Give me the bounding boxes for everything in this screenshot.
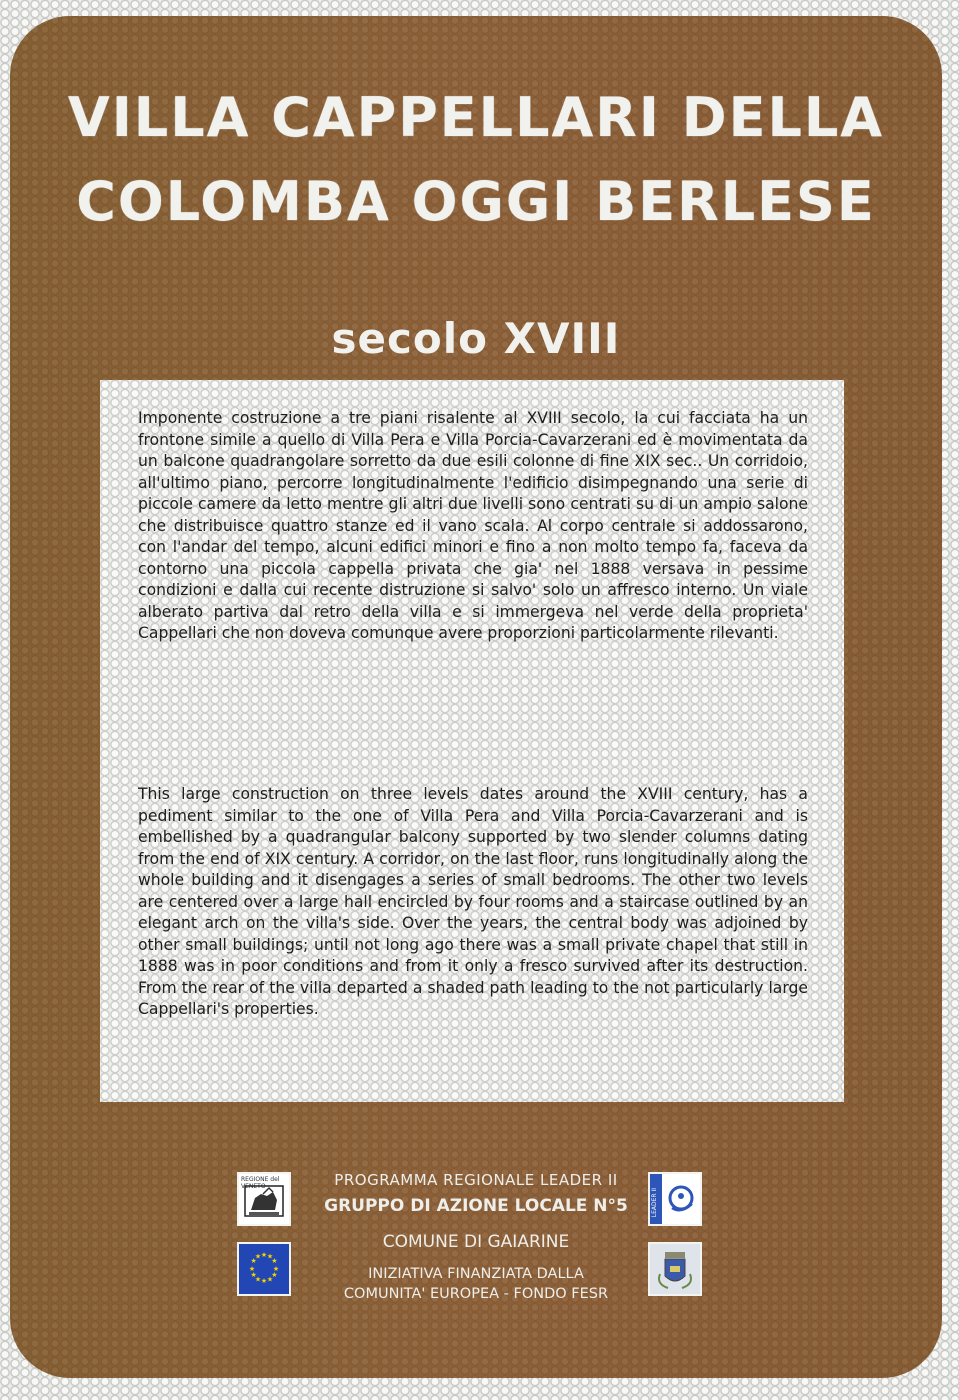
italian-description: Imponente costruzione a tre piani risalente al XVIII secolo, la cui facciata ha un frontone simile a quello di Villa Pera e Villa Porcia-Cavarzerani ed è movimentata da un balcone quadrangolare sorretto da due esili colonne di fine XIX sec.. Un corridoio, all'ultimo piano, percorre longitudinalmente l'edificio disimpegnando una serie di piccole camere da letto mentre gli altri due livelli sono centrati su di un ampio salone che distribuisce quattro stanze ed il vano scala. Al corpo centrale si addossarono, con l'andar del tempo, alcuni edifici minori e fino a non molto tempo fa, faceva da contorno una piccola cappella privata che gia' nel 1888 versava in pessime condizioni e dalla cui recente distruzione si salvo' solo un affresco interno. Un viale alberato partiva dal retro della villa e si immergeva nel verde della proprieta' Cappellari che non doveva comunque avere proporzioni particolarmente rilevanti. xyxy=(138,409,808,642)
svg-text:★: ★ xyxy=(271,1271,278,1279)
title-line-1: VILLA CAPPELLARI DELLA xyxy=(67,86,885,149)
footer-comunita: COMUNITA' EUROPEA - FONDO FESR xyxy=(343,1286,609,1302)
svg-text:★: ★ xyxy=(250,1271,257,1279)
sign-panel xyxy=(10,16,942,1378)
svg-text:★: ★ xyxy=(248,1265,256,1273)
title-line-2: COLOMBA OGGI BERLESE xyxy=(76,170,876,233)
svg-text:★: ★ xyxy=(271,1257,278,1265)
footer-iniziativa: INIZIATIVA FINANZIATA DALLA xyxy=(368,1266,584,1282)
svg-text:★: ★ xyxy=(266,1252,274,1261)
svg-text:★: ★ xyxy=(266,1275,274,1284)
svg-text:★: ★ xyxy=(272,1265,280,1273)
svg-text:★: ★ xyxy=(254,1275,262,1284)
svg-text:★: ★ xyxy=(260,1251,268,1259)
footer-gruppo: GRUPPO DI AZIONE LOCALE N°5 xyxy=(324,1196,628,1216)
svg-text:★: ★ xyxy=(260,1277,268,1285)
subtitle: secolo XVIII xyxy=(331,314,621,363)
english-description: This large construction on three levels dates around the XVIII century, has a pediment similar to the one of Villa Pera and Villa Porcia-Cavarzerani and is embellished by a quadrangular balcony supported by two slender columns dating from the end of XIX century. A corridor, on the last floor, runs longitudinally along the whole building and it disengages a series of small bedrooms. The other two levels are centered over a large hall encircled by four rooms and a staircase outlined by an elegant arch on the villa's side. Over the years, the central body was adjoined by other small buildings; until not long ago there was a small private chapel that still in 1888 was in poor conditions and from it only a fresco survived after its destruction. From the rear of the villa departed a shaded path leading to the not particularly large Cappellari's properties. xyxy=(138,785,808,1018)
text-box xyxy=(100,380,844,1102)
footer-programma: PROGRAMMA REGIONALE LEADER II xyxy=(334,1171,618,1189)
regione-veneto-label: REGIONE del VENETO xyxy=(241,1176,280,1190)
svg-text:★: ★ xyxy=(250,1257,257,1265)
svg-text:★: ★ xyxy=(254,1252,262,1261)
leader-ii-label: LEADER II xyxy=(651,1188,658,1218)
footer-comune: COMUNE DI GAIARINE xyxy=(382,1232,570,1252)
